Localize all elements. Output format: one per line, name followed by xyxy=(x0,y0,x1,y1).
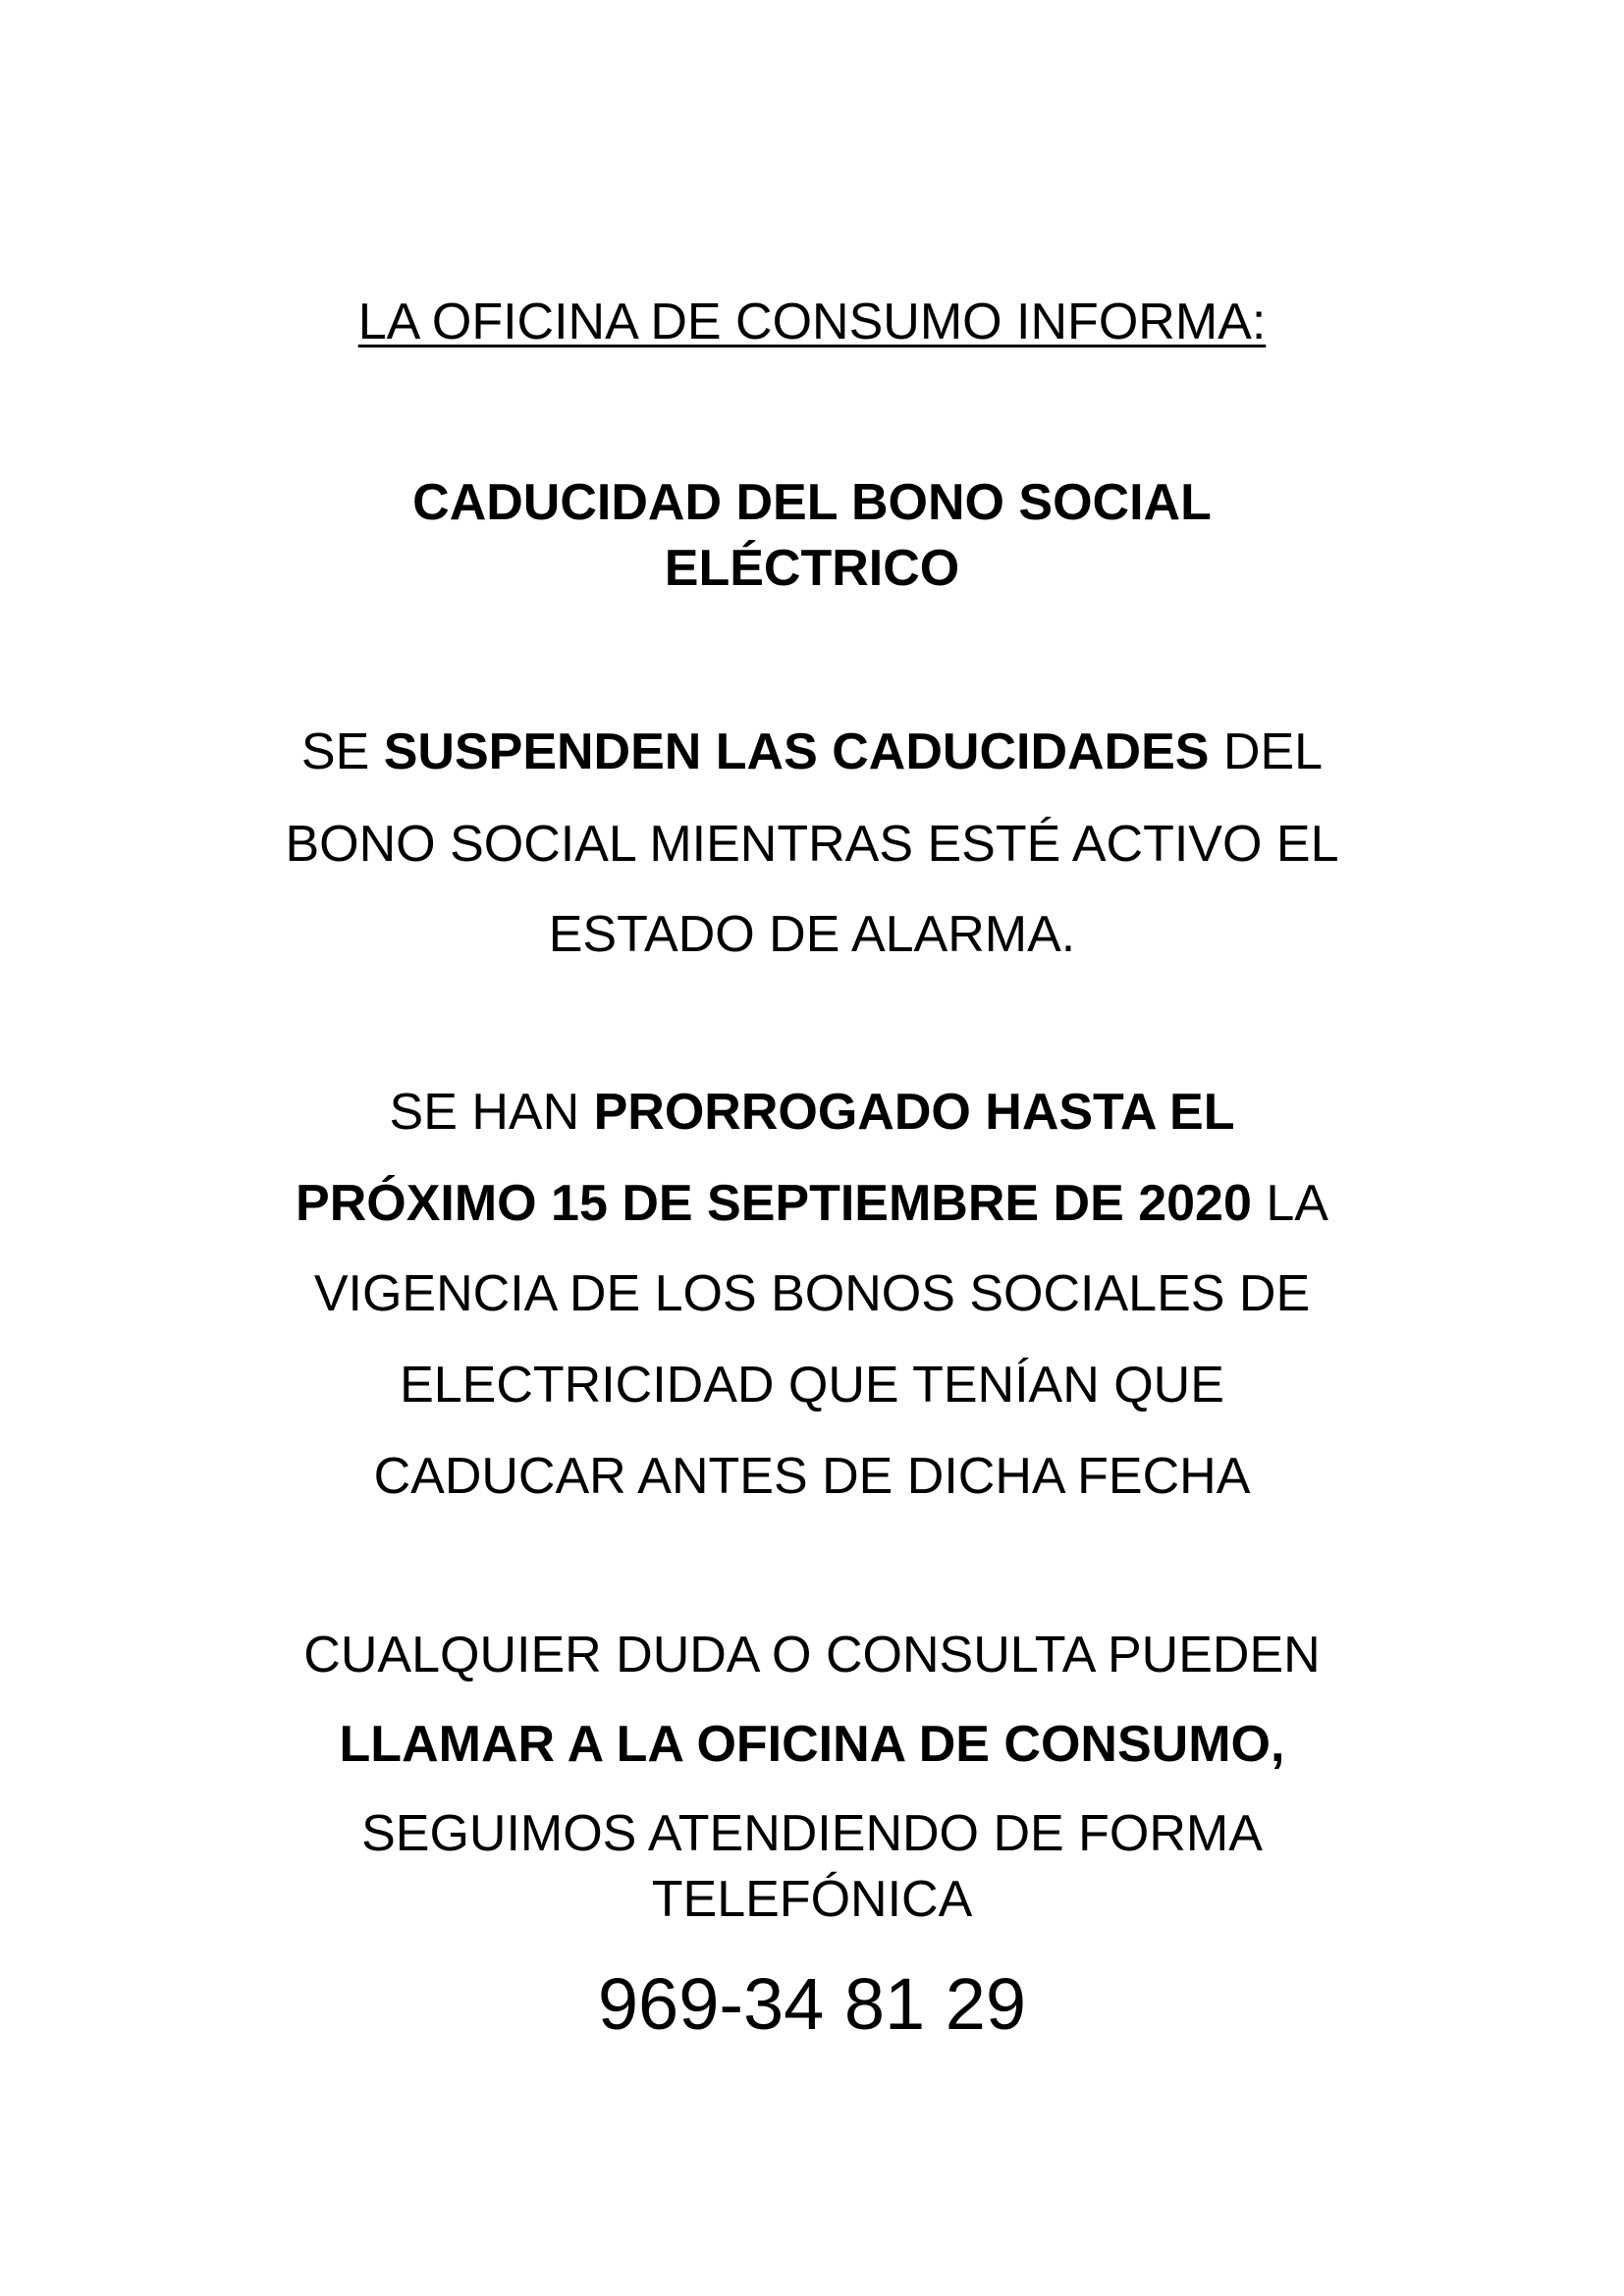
extension-line-2-end: LA xyxy=(1251,1175,1328,1232)
suspension-emphasis: SUSPENDEN LAS CADUCIDADES xyxy=(383,723,1210,780)
extension-line-1 xyxy=(0,1083,1624,1142)
extension-emphasis-1: PRORROGADO HASTA EL xyxy=(593,1084,1235,1141)
notice-heading: LA OFICINA DE CONSUMO INFORMA: xyxy=(357,294,1267,350)
notice-title-line-2: ELÉCTRICO xyxy=(664,540,960,597)
notice-title-line-1: CADUCIDAD DEL BONO SOCIAL xyxy=(412,474,1212,531)
extension-line-5: CADUCAR ANTES DE DICHA FECHA xyxy=(373,1448,1251,1505)
suspension-line-1-start: SE xyxy=(300,723,384,780)
extension-date: PRÓXIMO 15 DE SEPTIEMBRE DE 2020 xyxy=(296,1175,1252,1232)
extension-line-4: ELECTRICIDAD QUE TENÍAN QUE xyxy=(400,1357,1224,1414)
suspension-line-3: ESTADO DE ALARMA. xyxy=(548,906,1076,963)
phone-number: 969-34 81 29 xyxy=(597,1963,1027,2045)
suspension-line-2: BONO SOCIAL MIENTRAS ESTÉ ACTIVO EL xyxy=(285,816,1339,873)
suspension-line-1 xyxy=(0,722,1624,781)
contact-line-4: TELEFÓNICA xyxy=(651,1871,973,1928)
suspension-line-1-end: DEL xyxy=(1209,723,1324,780)
contact-line-1: CUALQUIER DUDA O CONSULTA PUEDEN xyxy=(303,1627,1321,1683)
contact-emphasis: LLAMAR A LA OFICINA DE CONSUMO, xyxy=(339,1716,1285,1773)
extension-line-2 xyxy=(0,1174,1624,1233)
contact-line-3: SEGUIMOS ATENDIENDO DE FORMA xyxy=(361,1805,1263,1862)
extension-line-3: VIGENCIA DE LOS BONOS SOCIALES DE xyxy=(313,1265,1311,1322)
extension-line-1-start: SE HAN xyxy=(389,1084,594,1141)
